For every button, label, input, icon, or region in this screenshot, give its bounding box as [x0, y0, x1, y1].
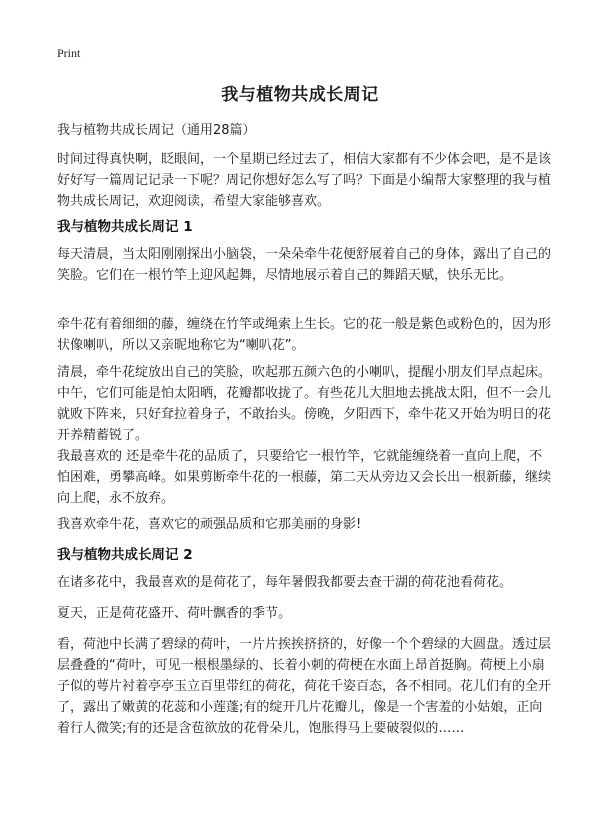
- section-2-paragraph-3: 看，荷池中长满了碧绿的荷叶，一片片挨挨挤挤的，好像一个个碧绿的大圆盘。透过层层叠叠的“荷叶，可见一根根墨绿的、长着小刺的荷梗在水面上昂首挺胸。荷梗上小扇子似的萼片衬着亭亭玉立百里带红的荷花，荷花千姿百态，各不相同。花儿们有的全开了，露出了嫩黄的花蕊和小莲蓬;有的绽开几片花瓣儿，像是一个害羞的小姑娘，正向着行人微笑;有的还是含苞欲放的花骨朵儿，饱胀得马上要破裂似的……: [57, 637, 552, 736]
- section-heading-1: 我与植物共成长周记 1: [57, 219, 193, 235]
- section-2-paragraph-1: 在诸多花中，我最喜欢的是荷花了，每年暑假我都要去查干湖的荷花池看荷花。: [57, 575, 513, 590]
- section-1-paragraph-3: 清晨，牵牛花绽放出自己的笑脸，吹起那五颜六色的小喇叭，提醒小朋友们早点起床。中午，它们可能是怕太阳晒，花瓣都收拢了。有些花儿大胆地去挑战太阳，但不一会儿就败下阵来，只好耷拉着身子，不敢抬头。傍晚，夕阳西下，牵牛花又开始为明日的花开养精蓄锐了。: [57, 365, 552, 443]
- page-title: 我与植物共成长周记: [221, 85, 379, 105]
- section-1-paragraph-4: 我最喜欢的 还是牵牛花的品质了，只要给它一根竹竿，它就能缠绕着一直向上爬，不怕困难，勇攀高峰。如果剪断牵牛花的一根藤，第二天从旁边又会长出一根新藤，继续向上爬，永不放弃。: [57, 449, 552, 506]
- document-subtitle: 我与植物共成长周记（通用28篇）: [57, 123, 256, 138]
- section-2-paragraph-2: 夏天，正是荷花盛开、荷叶飘香的季节。: [57, 606, 292, 621]
- print-link[interactable]: Print: [57, 46, 81, 60]
- section-1-paragraph-1: 每天清晨，当太阳刚刚探出小脑袋，一朵朵牵牛花便舒展着自己的身体，露出了自己的笑脸。它们在一根竹竿上迎风起舞，尽情地展示着自己的舞蹈天赋，快乐无比。: [57, 247, 552, 283]
- section-heading-2: 我与植物共成长周记 2: [57, 547, 193, 563]
- section-1-paragraph-2: 牵牛花有着细细的藤，缠绕在竹竿或绳索上生长。它的花一般是紫色或粉色的，因为形状像喇叭，所以又亲昵地称它为“喇叭花”。: [57, 317, 552, 353]
- section-1-paragraph-5: 我喜欢牵牛花，喜欢它的顽强品质和它那美丽的身影!: [57, 517, 362, 532]
- intro-paragraph: 时间过得真快啊，眨眼间，一个星期已经过去了，相信大家都有不少体会吧，是不是该好好写一篇周记记录一下呢？周记你想好怎么写了吗？下面是小编帮大家整理的我与植物共成长周记，欢迎阅读，希望大家能够喜欢。: [57, 152, 552, 209]
